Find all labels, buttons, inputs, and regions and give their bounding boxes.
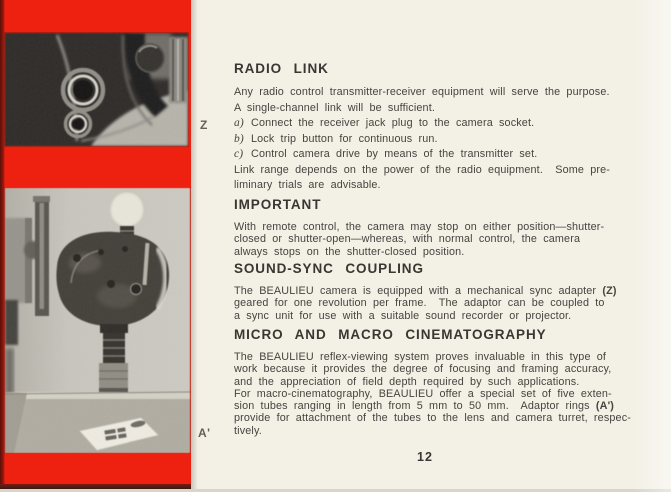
section-heading-micro-macro: MICRO AND MACRO CINEMATOGRAPHY <box>234 327 547 342</box>
list-marker: a) <box>234 117 244 129</box>
list-marker: c) <box>234 148 244 160</box>
red-sidebar <box>0 0 191 492</box>
text-line: Link range depends on the power of the radio equipment. Some pre- <box>234 163 611 176</box>
section-heading-important: IMPORTANT <box>234 197 322 212</box>
text-line: work because it provides the degree of focusing and framing accuracy, <box>234 363 612 376</box>
figure-label-a-prime: A' <box>198 426 211 440</box>
photo-camera-socket-closeup <box>5 33 188 146</box>
section-radio-link <box>234 62 652 194</box>
section-important <box>234 198 652 258</box>
figure-label-z: Z <box>200 118 208 132</box>
text-line: provide for attachment of the tubes to the lens and camera turret, respec- <box>234 412 631 425</box>
section-heading-sound-sync: SOUND-SYNC COUPLING <box>234 261 424 276</box>
text-line: The BEAULIEU reflex-viewing system proves invaluable in this type of <box>234 351 607 363</box>
photo1-illustration <box>5 33 188 146</box>
list-item: c) Control camera drive by means of the transmitter set. <box>234 147 652 163</box>
photo-macro-cinematography-setup <box>5 188 190 453</box>
list-marker: b) <box>234 132 244 145</box>
list-item: a) Connect the receiver jack plug to the camera socket. <box>234 116 652 132</box>
text-line: geared for one revolution per frame. The adaptor can be coupled to <box>234 297 605 310</box>
text-line: a sync unit for use with a suitable sound recorder or projector. <box>234 309 572 322</box>
text-line: With remote control, the camera may stop on either position—shutter- <box>234 221 605 233</box>
text-line: liminary trials are advisable. <box>234 179 381 191</box>
text-line: A single-channel link will be sufficient. <box>234 101 435 114</box>
page-gutter-shadow <box>191 0 198 492</box>
page-number: 12 <box>417 450 433 464</box>
photo2-illustration <box>5 188 190 453</box>
section-heading-radio-link: RADIO LINK <box>234 61 329 76</box>
section-sound-sync-coupling <box>234 262 652 322</box>
section-micro-macro-cinematography <box>234 328 652 437</box>
text-line: Any radio control transmitter-receiver equipment will serve the purpose. <box>234 86 610 98</box>
text-line: always stops on the shutter-closed position. <box>234 245 465 258</box>
text-line: closed or shutter-open—whereas, with normal control, the camera <box>234 233 581 246</box>
text-line: tively. <box>234 424 262 437</box>
text-line: For macro-cinematography, BEAULIEU offer a special set of five exten- <box>234 387 612 400</box>
text-line: sion tubes ranging in length from 5 mm to 50 mm. Adaptor rings (A') <box>234 400 615 413</box>
text-line: The BEAULIEU camera is equipped with a mechanical sync adapter (Z) <box>234 285 617 297</box>
text-line: and the appreciation of field depth required by such applications. <box>234 375 580 388</box>
list-item: b) Lock trip button for continuous run. <box>234 132 652 148</box>
